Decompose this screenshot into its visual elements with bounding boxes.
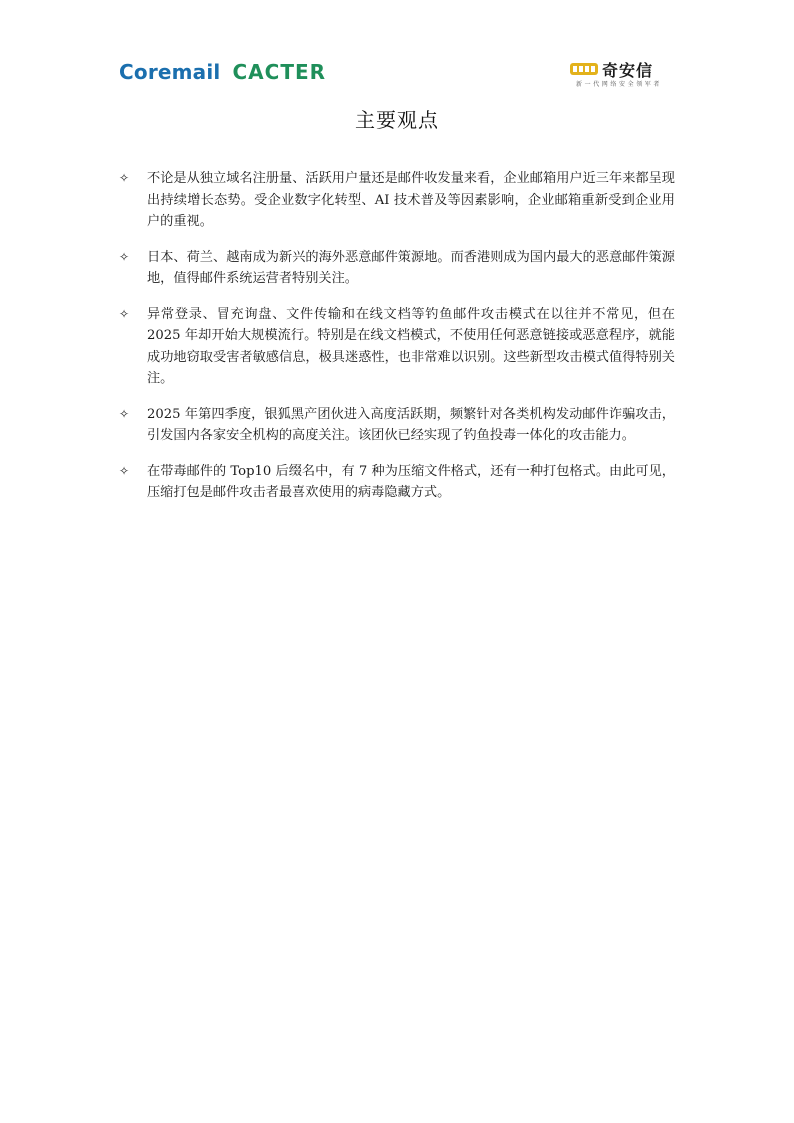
key-points-list (119, 168, 675, 518)
key-point-item (119, 461, 675, 504)
key-point-text: 异常登录、冒充询盘、文件传输和在线文档等钓鱼邮件攻击模式在以往并不常见，但在2025 年却开始大规模流行。特别是在线文档模式，不使用任何恶意链接或恶意程序，就能成功地窃取受害者敏感信息，极具迷惑性，也非常难以识别。这些新型攻击模式值得特别关注。 (147, 306, 675, 386)
key-point-item (119, 304, 675, 390)
cacter-logo-text: CACTER (232, 60, 327, 84)
key-point-text: 日本、荷兰、越南成为新兴的海外恶意邮件策源地。而香港则成为国内最大的恶意邮件策源地，值得邮件系统运营者特别关注。 (147, 249, 675, 286)
qianxin-logo-tagline: 新一代网络安全领军者 (576, 81, 663, 88)
four-point-star-outline-icon: ✧ (119, 249, 130, 264)
qianxin-logo (570, 58, 674, 90)
key-point-item (119, 168, 675, 233)
key-point-item (119, 247, 675, 290)
four-point-star-outline-icon: ✧ (119, 463, 130, 478)
four-point-star-outline-icon: ✧ (119, 406, 130, 421)
key-point-item (119, 404, 675, 447)
page-title: 主要观点 (355, 108, 439, 132)
four-point-star-outline-icon: ✧ (119, 171, 130, 185)
qianxin-logo-name: 奇安信 (602, 61, 654, 80)
key-point-text: 2025 年第四季度，银狐黑产团伙进入高度活跃期，频繁针对各类机构发动邮件诈骗攻击，引发国内各家安全机构的高度关注。该团伙已经实现了钓鱼投毒一体化的攻击能力。 (147, 406, 675, 443)
key-point-text: 在带毒邮件的 Top10 后缀名中，有 7 种为压缩文件格式，还有一种打包格式。由此可见，压缩打包是邮件攻击者最喜欢使用的病毒隐藏方式。 (147, 463, 675, 500)
qianxin-mark-icon (570, 60, 600, 78)
coremail-cacter-logo (119, 60, 326, 86)
key-point-text: 不论是从独立域名注册量、活跃用户量还是邮件收发量来看，企业邮箱用户近三年来都呈现出持续增长态势。受企业数字化转型、AI 技术普及等因素影响，企业邮箱重新受到企业用户的重视。 (147, 171, 675, 229)
coremail-logo-text: Coremail (119, 60, 221, 84)
four-point-star-outline-icon: ✧ (119, 306, 130, 321)
